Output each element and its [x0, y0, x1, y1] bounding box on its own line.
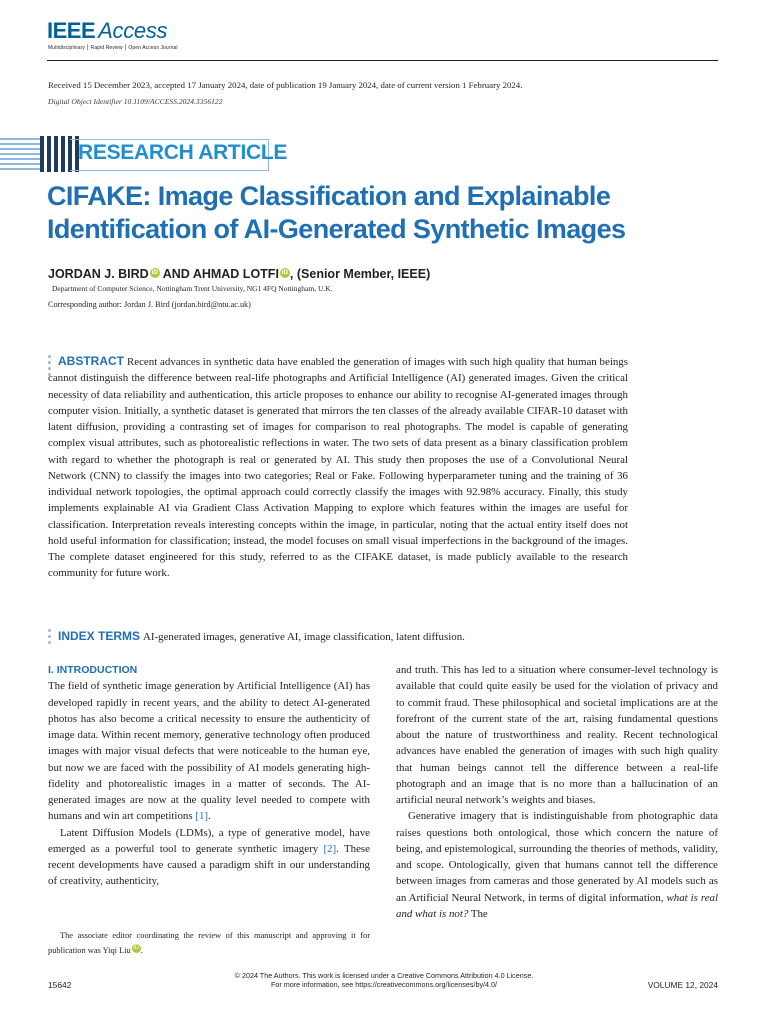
page-number: 15642: [48, 980, 72, 990]
journal-tagline: Multidisciplinary ⎮ Rapid Review ⎮ Open Access Journal: [48, 45, 178, 51]
paper-title: [47, 180, 687, 246]
journal-logo: [47, 18, 167, 44]
footnote-text: The associate editor coordinating the review of this manuscript and approving it for publication was Yiqi Liu: [48, 931, 370, 955]
emphasis-text: what is real and what is not?: [396, 891, 719, 920]
orcid-icon[interactable]: iD: [281, 269, 289, 276]
paragraph: Generative imagery that is indistinguishable from photographic data raises questions both ontological, those which concern the nature of being, and epistemological, surrounding the theories of methods, validity, and scope. Ontologically, given that humans cannot tell the difference between images from cameras and those generated by AI models such as an Artificial Neural Network, in terms of digital information, what is real and what is not? The: [396, 810, 719, 920]
abstract-label: ABSTRACT: [58, 354, 124, 368]
received-dates: Received 15 December 2023, accepted 17 January 2024, date of publication 19 January 2024, date of current version 1 February 2024.: [48, 80, 523, 90]
license-notice: [170, 971, 598, 989]
article-type-label: RESEARCH ARTICLE: [78, 141, 288, 164]
citation-link[interactable]: [2]: [323, 842, 337, 855]
affiliation: Department of Computer Science, Nottingham Trent University, NG1 4FQ Nottingham, U.K.: [52, 284, 333, 293]
author-name-1: JORDAN J. BIRD: [48, 267, 149, 281]
doi: Digital Object Identifier 10.1109/ACCESS.2024.3356122: [48, 97, 223, 106]
license-line-2[interactable]: For more information, see https://creativecommons.org/licenses/by/4.0/: [270, 980, 498, 989]
author-line: [48, 267, 430, 281]
orcid-icon[interactable]: iD: [133, 944, 140, 951]
journal-name-ieee: IEEE: [47, 18, 96, 43]
header-divider: [47, 60, 718, 61]
paper-title-line-2: Identification of AI-Generated Synthetic Images: [47, 214, 626, 244]
volume-label: VOLUME 12, 2024: [647, 980, 718, 990]
license-line-1: © 2024 The Authors. This work is licensed under a Creative Commons Attribution 4.0 License.: [234, 971, 534, 980]
body-column-left: [48, 662, 370, 890]
journal-name-access: Access: [98, 18, 168, 43]
author-suffix: , (Senior Member, IEEE): [289, 267, 431, 281]
paragraph: The field of synthetic image generation by Artificial Intelligence (AI) has developed rapidly in recent years, and the ability to detect AI-generated photos has also become a critical necessity to ensure the authenticity of image data. Within recent memory, generative technology often produced images with major visual defects that were noticeable to the human eye, but now we are faced with the possibility of AI models generating high-fidelity and photorealistic images in a matter of seconds. The AI-generated images are now at the quality level needed to compete with humans and win art competitions [1].: [48, 680, 370, 823]
citation-link[interactable]: [1]: [195, 810, 209, 823]
section-heading: I. INTRODUCTION: [48, 664, 138, 676]
banner-stripes: [0, 136, 44, 172]
abstract-text: Recent advances in synthetic data have enabled the generation of images with such high quality that human beings cannot distinguish the difference between real-life photographs and Artificial Intelligence (AI) generated images. Given the critical necessity of data reliability and authentication, this article proposes to enhance our ability to recognise AI-generated images through computer vision. Initially, a synthetic dataset is generated that mirrors the ten classes of the already available CIFAR-10 dataset with latent diffusion, providing a contrasting set of images for comparison to real photographs. The model is capable of generating complex visual attributes, such as photorealistic reflections in water. The two sets of data present as a binary classification problem with regard to whether the photograph is real or generated by AI. This study then proposes the use of a Convolutional Neural Network (CNN) to classify the images into two categories; Real or Fake. Following hyperparameter tuning and the training of 36 individual network topologies, the optimal approach could correctly classify the images with 92.98% accuracy. Finally, this study implements explainable AI via Gradient Class Activation Mapping to explore which features within the images are useful for classification. Interpretation reveals interesting concepts within the image, in particular, noting that the actual entity itself does not hold useful information for classification; instead, the model focuses on small visual imperfections in the background of the images. The complete dataset engineered for this study, referred to as the CIFAKE dataset, is made publicly available to the research community for future work.: [48, 356, 628, 580]
paragraph: Latent Diffusion Models (LDMs), a type of generative model, have emerged as a powerful tool to generate synthetic imagery [2]. These recent developments have caused a paradigm shift in our understanding of creativity, authenticity,: [48, 826, 370, 888]
body-column-right: [396, 662, 718, 922]
index-terms: [48, 628, 628, 645]
footnote: The associate editor coordinating the review of this manuscript and approving it for publication was Yiqi Liu iD .: [48, 931, 370, 955]
paragraph: and truth. This has led to a situation where consumer-level technology is available that could quite easily be used for the violation of privacy and to commit fraud. These philosophical and societal implications are at the forefront of the current state of the art, raising fundamental questions about the nature of trustworthiness and reality. Recent technological advances have enabled the generation of images with such high quality that human beings cannot tell the difference between a real-life photograph and an image that is no more than a hallucination of an artificial neural network’s weights and biases.: [396, 664, 718, 806]
corresponding-author: Corresponding author: Jordan J. Bird (jordan.bird@ntu.ac.uk): [48, 300, 251, 309]
index-terms-text: AI-generated images, generative AI, image classification, latent diffusion.: [143, 631, 465, 643]
index-terms-label: INDEX TERMS: [58, 629, 141, 643]
author-name-2: AND AHMAD LOTFI: [159, 267, 279, 281]
orcid-icon[interactable]: iD: [151, 269, 158, 276]
abstract: [48, 353, 628, 582]
paper-title-line-1: CIFAKE: Image Classification and Explainable: [47, 181, 611, 211]
